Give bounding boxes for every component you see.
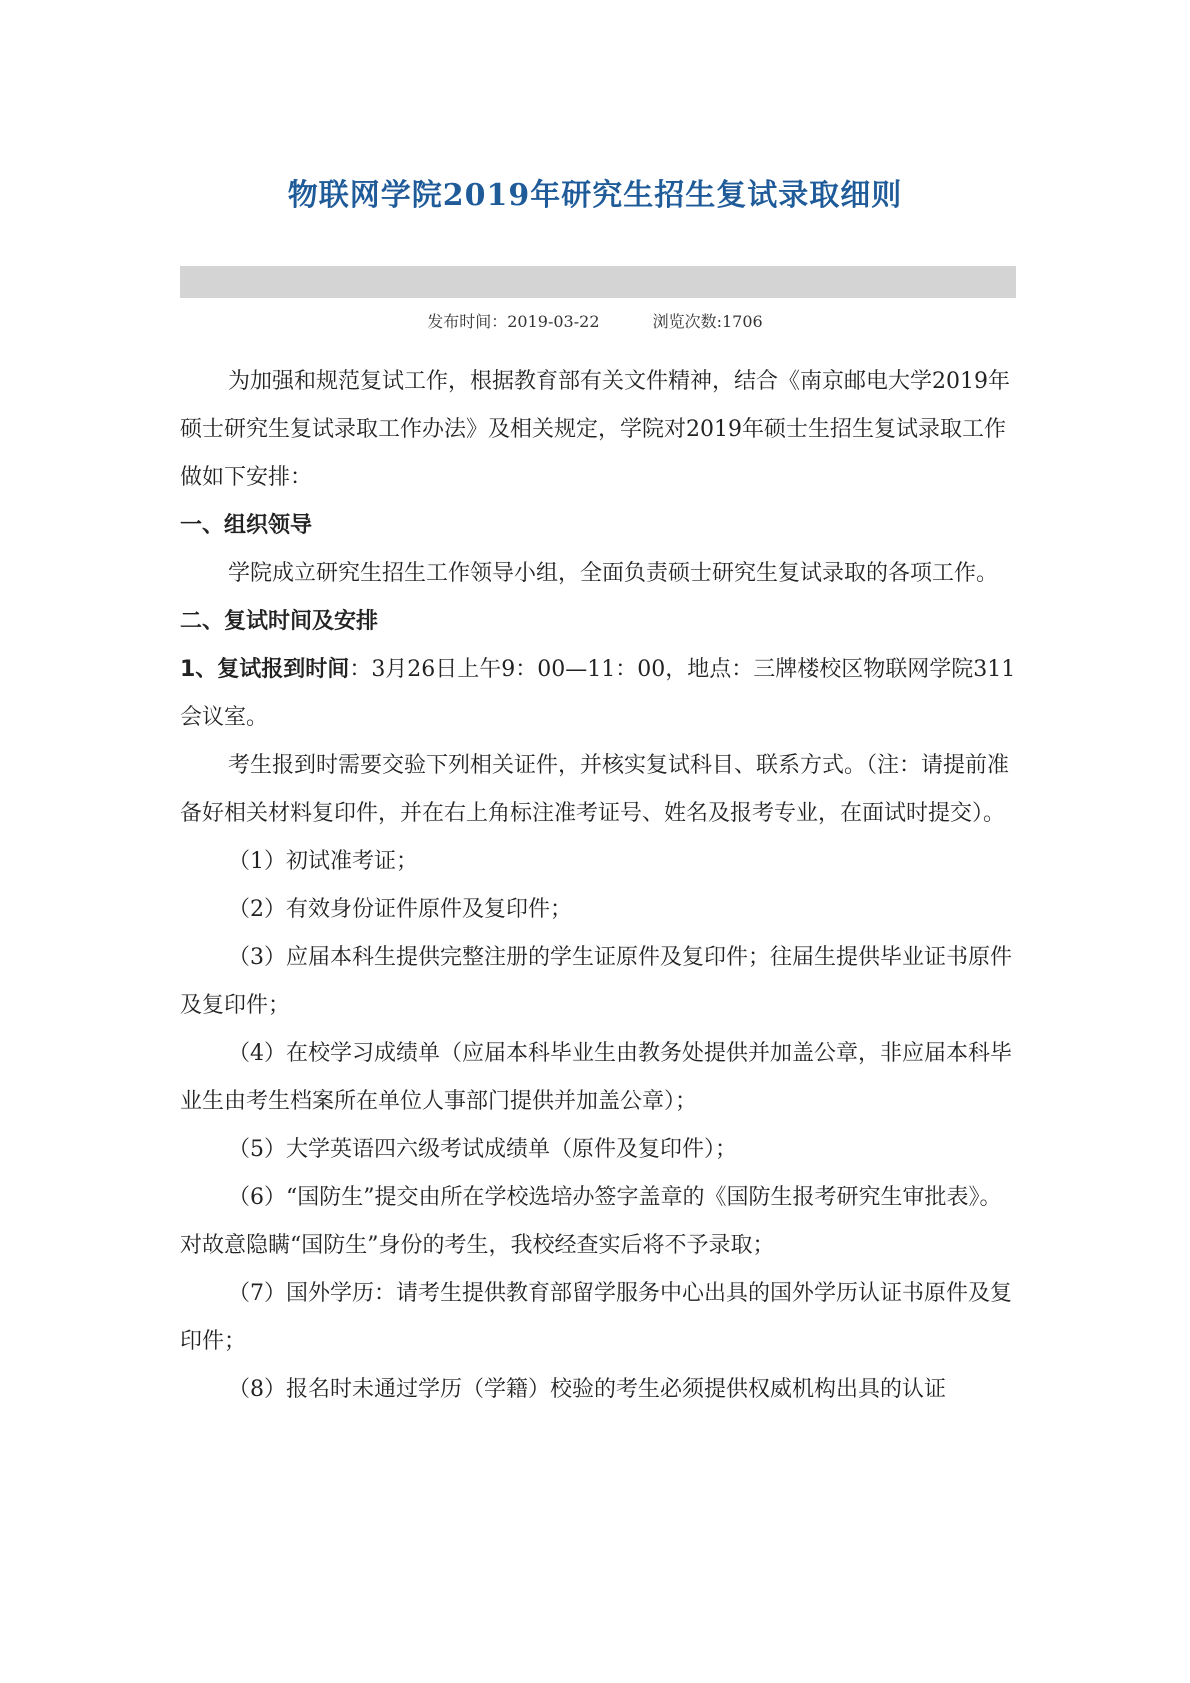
list-item: （8）报名时未通过学历（学籍）校验的考生必须提供权威机构出具的认证: [228, 1377, 946, 1402]
list-item: （2）有效身份证件原件及复印件；: [228, 897, 572, 922]
item-1-paragraph: [180, 646, 1016, 742]
section-1-text: 学院成立研究生招生工作领导小组，全面负责硕士研究生复试录取的各项工作。: [228, 561, 999, 586]
list-item: （7）国外学历：请考生提供教育部留学服务中心出具的国外学历认证书原件及复印件；: [180, 1281, 1012, 1354]
header-bar: [180, 266, 1016, 298]
publish-time: 发布时间：2019-03-22: [427, 312, 600, 331]
item-1-label: 1、复试报到时间: [180, 657, 350, 682]
section-heading-1: 一、组织领导: [180, 513, 313, 538]
view-count: 浏览次数:1706: [652, 312, 763, 331]
list-item: （5）大学英语四六级考试成绩单（原件及复印件）；: [228, 1137, 737, 1162]
item-1-text: ：3月26日上午9：00—11：00，地点：三牌楼校区物联网学院311会议室。: [180, 657, 1016, 730]
list-item: （1）初试准考证；: [228, 849, 418, 874]
document-title: 物联网学院2019年研究生招生复试录取细则: [287, 178, 903, 213]
note-paragraph: 考生报到时需要交验下列相关证件，并核实复试科目、联系方式。（注：请提前准备好相关材料复印件，并在右上角标注准考证号、姓名及报考专业，在面试时提交）。: [180, 753, 1010, 826]
list-item: （3）应届本科生提供完整注册的学生证原件及复印件；往届生提供毕业证书原件及复印件；: [180, 945, 1012, 1018]
section-heading-2: 二、复试时间及安排: [180, 609, 379, 634]
meta-line: [0, 309, 1190, 332]
document-body: [180, 358, 1016, 1414]
list-item: （4）在校学习成绩单（应届本科毕业生由教务处提供并加盖公章，非应届本科毕业生由考生档案所在单位人事部门提供并加盖公章）；: [180, 1041, 1012, 1114]
list-item: （6）“国防生”提交由所在学校选培办签字盖章的《国防生报考研究生审批表》。对故意隐瞒“国防生”身份的考生，我校经查实后将不予录取；: [180, 1185, 1002, 1258]
intro-paragraph: 为加强和规范复试工作，根据教育部有关文件精神，结合《南京邮电大学2019年硕士研究生复试录取工作办法》及相关规定，学院对2019年硕士生招生复试录取工作做如下安排：: [180, 369, 1010, 490]
